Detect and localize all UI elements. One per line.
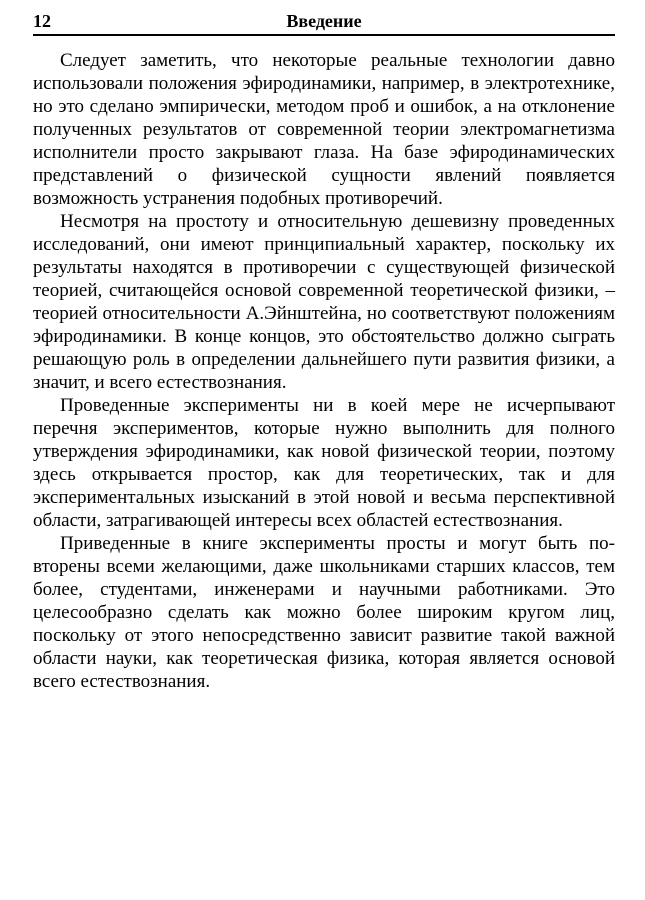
paragraph-2: Несмотря на простоту и относительную дешевизну проведенных исследований, они имеют принципиальный характер, поскольку их результаты находятся в противоречии с существующей физической теорией, считающейся основой современной теоретической физики, – теорией относительности А.Эйнштейна, но соответствуют положениям эфиродинамики. В конце концов, это обстоятельство должно сыграть решающую роль в определении дальнейшего пути развития физики, а значит, и всего естествознания. bbox=[33, 211, 615, 393]
book-page bbox=[33, 8, 615, 693]
running-header bbox=[33, 8, 615, 36]
page-number: 12 bbox=[33, 11, 51, 31]
paragraph-3: Проведенные эксперименты ни в коей мере не исчерпывают перечня экспериментов, которые нужно выполнить для полного утверждения эфиродинамики, как новой физической теории, поэтому здесь открывается простор, как для теоретических, так и для экспериментальных изысканий в этой новой и весьма перспективной области, затрагивающей интересы всех областей естествознания. bbox=[33, 395, 615, 531]
section-title: Введение bbox=[286, 11, 362, 31]
paragraph-1: Следует заметить, что некоторые реальные технологии давно использовали положения эфиродинамики, например, в электротехнике, но это сделано эмпирически, методом проб и ошибок, а на отклонение полученных результатов от современной теории электромагнетизма исполнители просто закрывают глаза. На базе эфиродинамических представлений о физической сущности явлений появляется возможность устранения подобных противоречий. bbox=[33, 50, 615, 209]
paragraph-4: Приведенные в книге эксперименты просты и могут быть повторены всеми желающими, даже школьниками старших классов, тем более, студентами, инженерами и научными работниками. Это целесообразно сделать как можно более широким кругом лиц, поскольку от этого непосредственно зависит развитие такой важной области науки, как теоретическая физика, которая является основой всего естествознания. bbox=[33, 533, 615, 692]
body-text bbox=[33, 49, 615, 693]
